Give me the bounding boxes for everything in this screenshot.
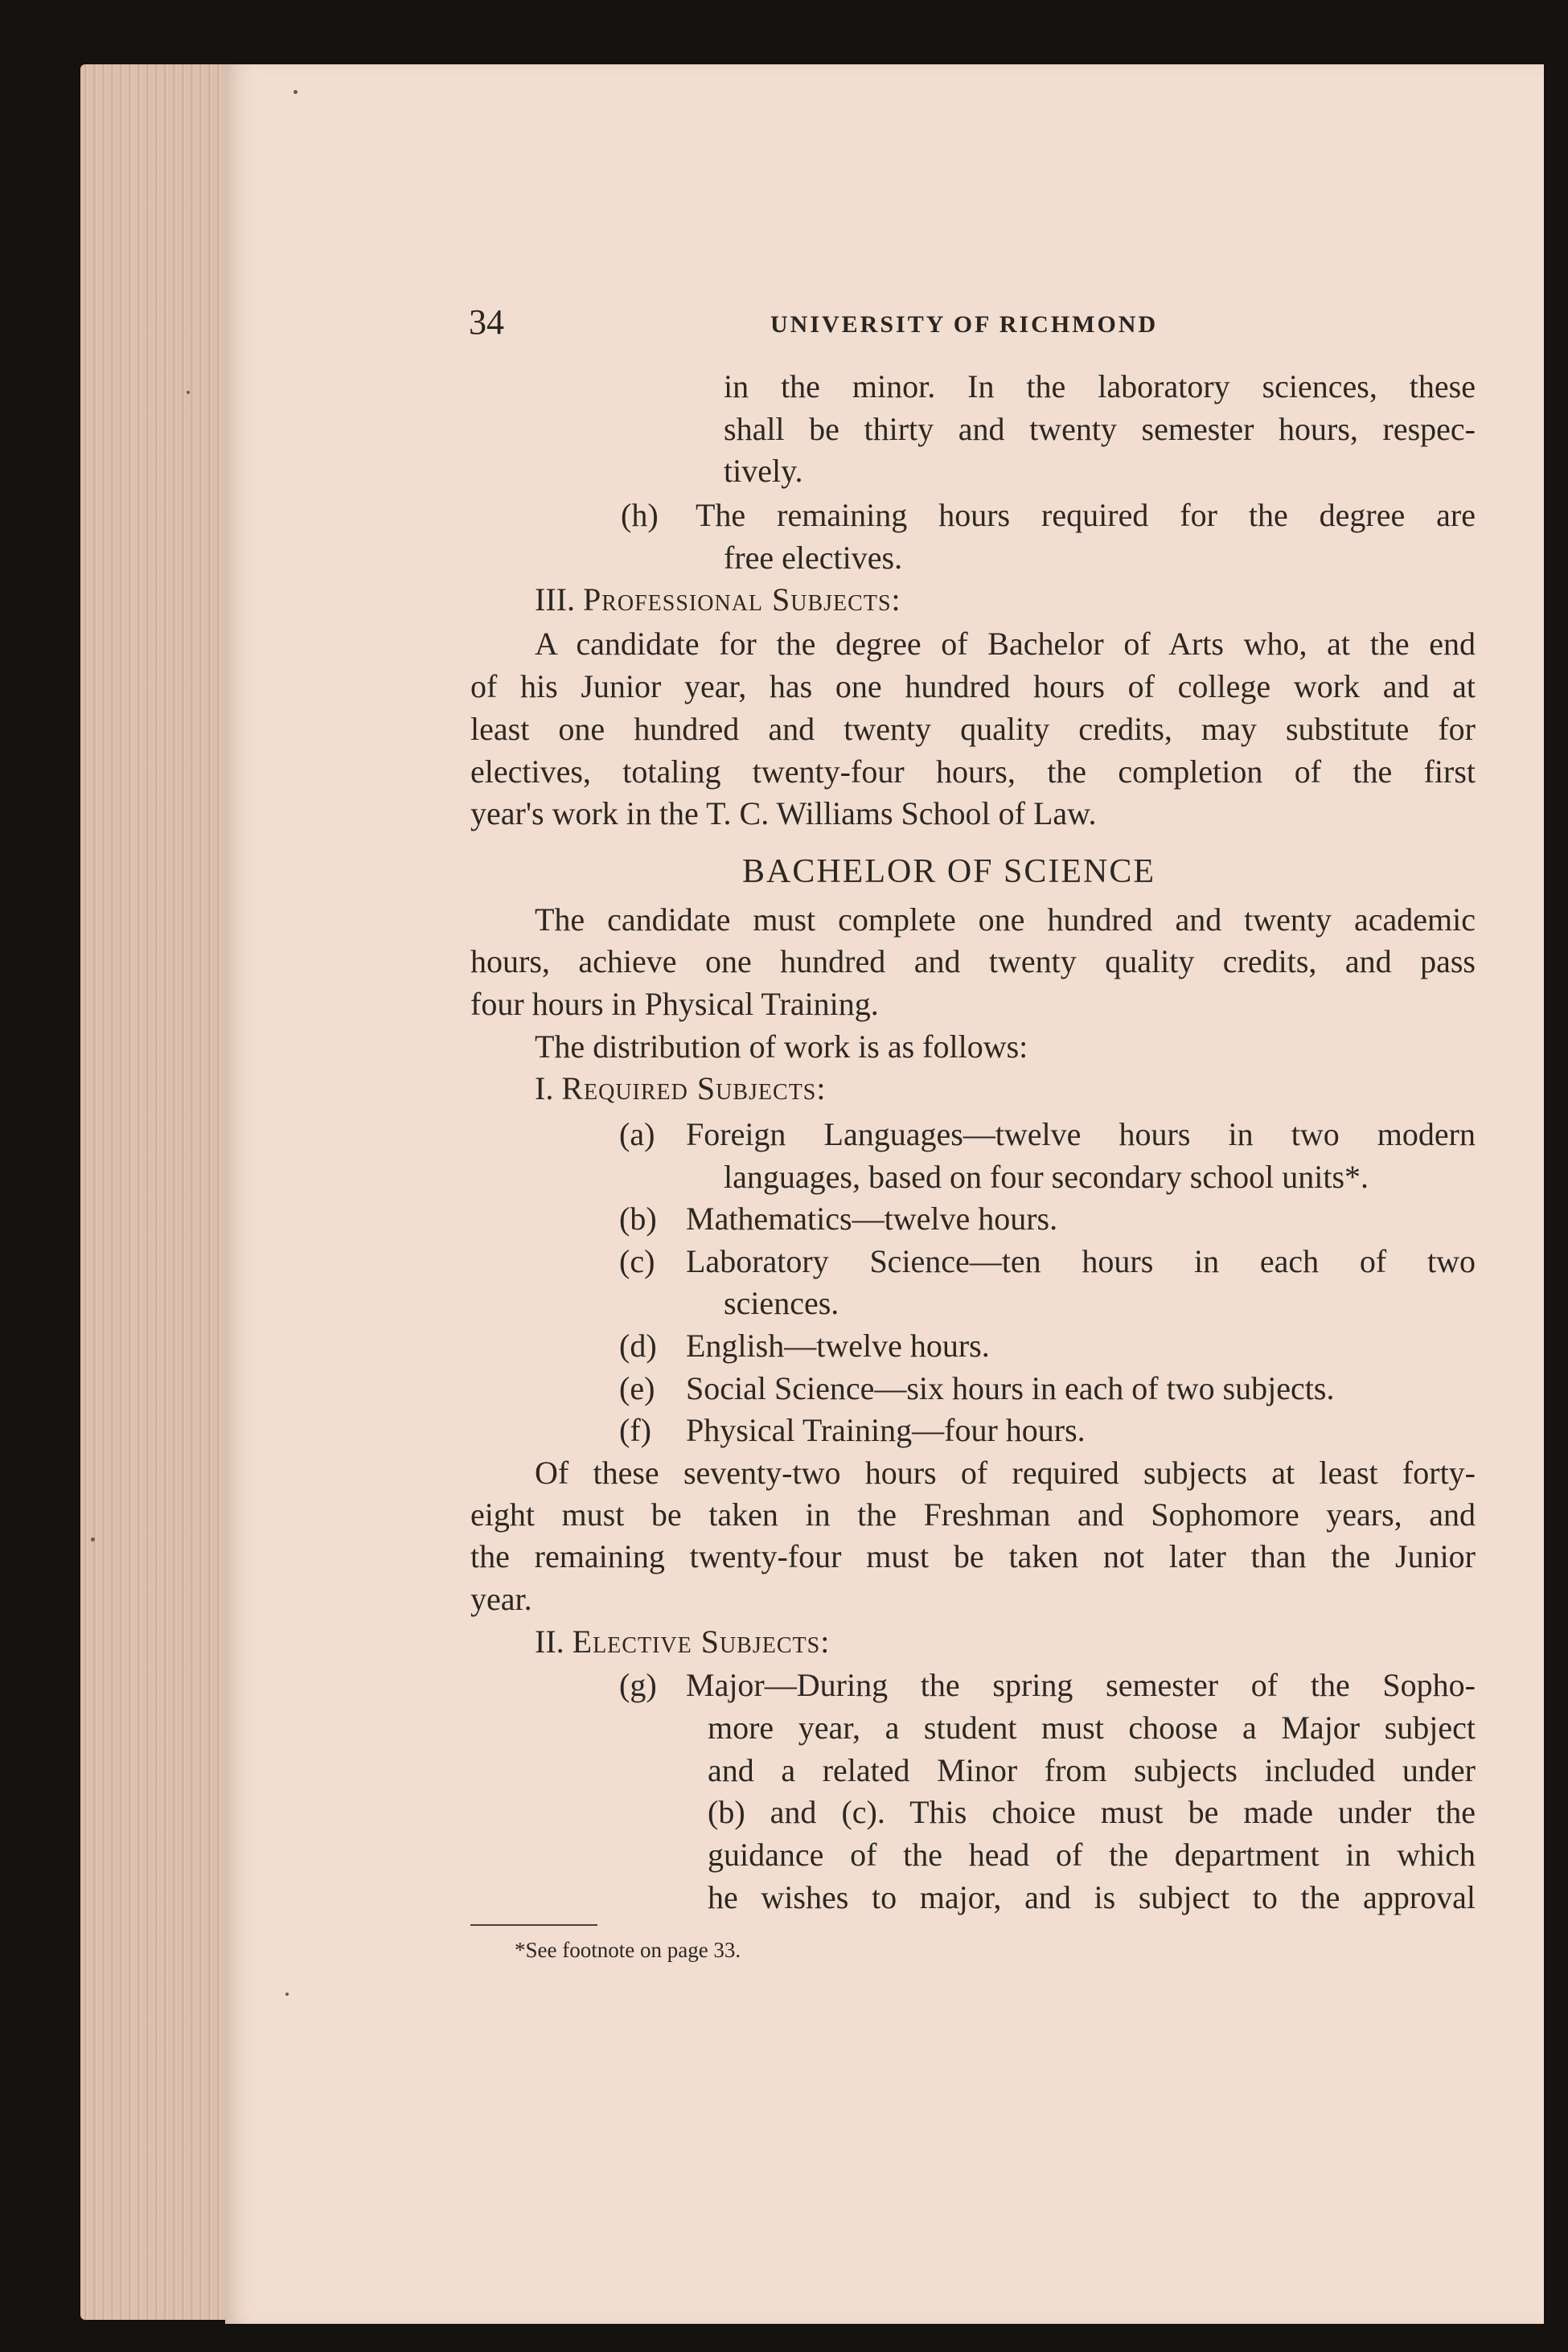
item-label: (f) xyxy=(619,1412,651,1448)
text-line: English—twelve hours. xyxy=(686,1328,990,1364)
text-line: tively. xyxy=(724,453,803,489)
section-numeral: I. xyxy=(535,1070,554,1106)
section-title: Required Subjects xyxy=(561,1070,817,1106)
section-heading xyxy=(535,1623,829,1661)
section-numeral: II. xyxy=(535,1623,564,1660)
text-line: free electives. xyxy=(724,540,903,576)
text-line: the remaining twenty-four must be taken not later than the Junior xyxy=(470,1538,1476,1574)
text-line: Physical Training—four hours. xyxy=(686,1412,1086,1448)
text-line: guidance of the head of the department in which xyxy=(708,1837,1476,1873)
text-line: Foreign Languages—twelve hours in two modern xyxy=(686,1116,1476,1152)
text-line: (b) and (c). This choice must be made under the xyxy=(708,1794,1476,1830)
item-label: (g) xyxy=(619,1667,657,1703)
text-line: and a related Minor from subjects included under xyxy=(708,1752,1476,1788)
item-label: (d) xyxy=(619,1328,657,1364)
text-line: Laboratory Science—ten hours in each of two xyxy=(686,1243,1476,1279)
text-line: The remaining hours required for the degree are xyxy=(696,497,1476,533)
text-line: shall be thirty and twenty semester hours, respec- xyxy=(724,411,1476,447)
text-line: eight must be taken in the Freshman and Sophomore years, and xyxy=(470,1496,1476,1533)
footnote-rule xyxy=(470,1924,597,1926)
text-line: hours, achieve one hundred and twenty quality credits, and pass xyxy=(470,943,1476,979)
text-line: sciences. xyxy=(724,1285,839,1321)
text-line: Social Science—six hours in each of two subjects. xyxy=(686,1370,1335,1406)
item-label: (b) xyxy=(619,1201,657,1237)
text-line: languages, based on four secondary school units*. xyxy=(724,1159,1369,1195)
running-head: UNIVERSITY OF RICHMOND xyxy=(770,311,1159,338)
text-line: The candidate must complete one hundred and twenty academic xyxy=(535,901,1476,938)
section-colon: : xyxy=(891,581,901,618)
text-line: in the minor. In the laboratory sciences, these xyxy=(724,368,1476,404)
section-title: Elective Subjects xyxy=(572,1623,821,1660)
section-title: Professional Subjects xyxy=(582,581,892,618)
text-line: Mathematics—twelve hours. xyxy=(686,1201,1058,1237)
footnote: *See footnote on page 33. xyxy=(515,1938,741,1962)
section-heading xyxy=(535,1069,826,1108)
text-line: more year, a student must choose a Major subject xyxy=(708,1710,1476,1746)
text-line: year's work in the T. C. Williams School of Law. xyxy=(470,795,1097,831)
item-label: (c) xyxy=(619,1243,655,1279)
text-line: year. xyxy=(470,1581,532,1617)
text-line: of his Junior year, has one hundred hours of college work and at xyxy=(470,668,1476,704)
item-label: (h) xyxy=(621,497,659,533)
section-colon: : xyxy=(816,1070,826,1106)
item-label: (e) xyxy=(619,1370,655,1406)
section-heading xyxy=(535,581,901,619)
text-line: Of these seventy-two hours of required subjects at least forty- xyxy=(535,1455,1476,1491)
text-line: least one hundred and twenty quality credits, may substitute for xyxy=(470,711,1476,747)
section-heading-bachelor-of-science: BACHELOR OF SCIENCE xyxy=(741,853,1156,890)
text-line: A candidate for the degree of Bachelor of Arts who, at the end xyxy=(535,626,1476,662)
section-colon: : xyxy=(820,1623,830,1660)
text-line: Major—During the spring semester of the Sopho- xyxy=(686,1667,1476,1703)
text-line: electives, totaling twenty-four hours, the completion of the first xyxy=(470,753,1476,790)
text-line: The distribution of work is as follows: xyxy=(535,1028,1028,1065)
section-numeral: III. xyxy=(535,581,575,618)
text-line: four hours in Physical Training. xyxy=(470,986,879,1022)
page-number: 34 xyxy=(469,302,504,342)
text-line: he wishes to major, and is subject to the approval xyxy=(708,1879,1476,1915)
item-label: (a) xyxy=(619,1116,655,1152)
